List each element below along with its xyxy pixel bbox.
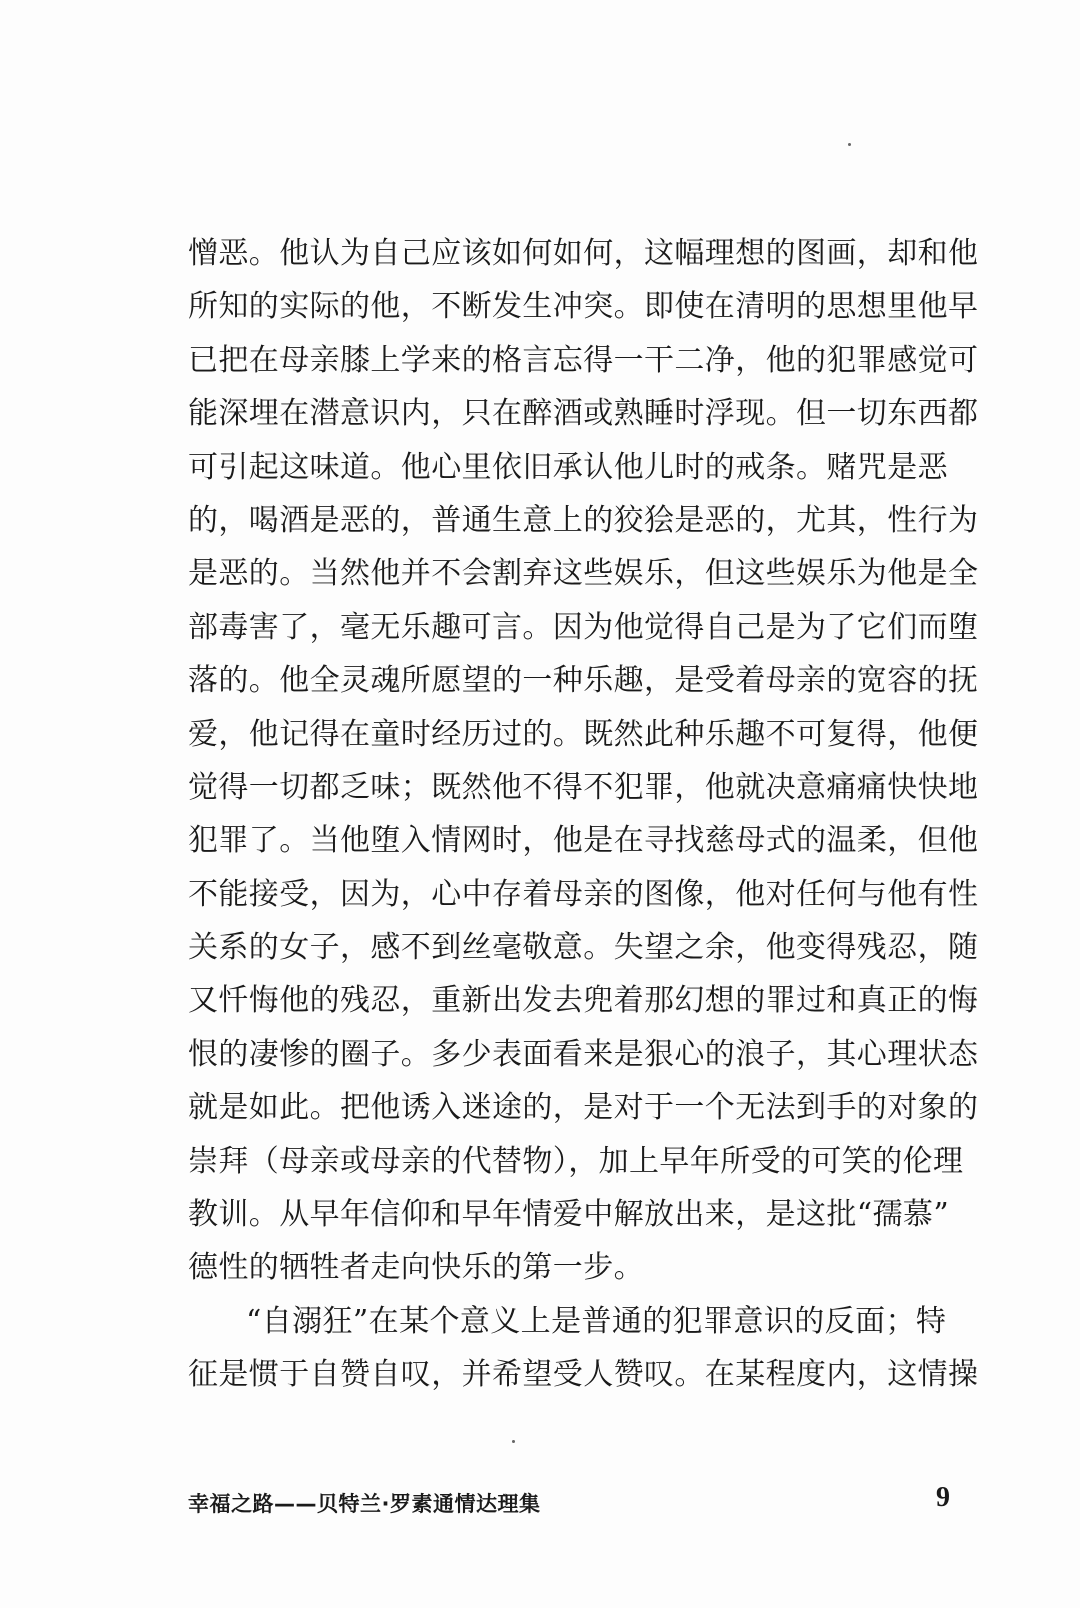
text-line: 所知的实际的他，不断发生冲突。即使在清明的思想里他早 [188, 289, 979, 325]
page-number: 9 [936, 1482, 950, 1513]
text-line: 崇拜（母亲或母亲的代替物），加上早年所受的可笑的伦理 [188, 1143, 964, 1179]
text-line: 落的。他全灵魂所愿望的一种乐趣，是受着母亲的宽容的抚 [188, 663, 979, 699]
text-line: 憎恶。他认为自己应该如何如何，这幅理想的图画，却和他 [188, 236, 979, 271]
text-line: 爱，他记得在童时经历过的。既然此种乐趣不可复得，他便 [188, 716, 979, 752]
text-line: 能深埋在潜意识内，只在醉酒或熟睡时浮现。但一切东西都 [188, 396, 979, 432]
text-line: 可引起这味道。他心里依旧承认他儿时的戒条。赌咒是恶 [188, 449, 948, 485]
text-line: 又忏悔他的残忍，重新出发去兜着那幻想的罪过和真正的悔 [188, 983, 979, 1019]
text-line: 已把在母亲膝上学来的格言忘得一干二净，他的犯罪感觉可 [188, 342, 979, 378]
running-footer-title: 幸福之路——贝特兰·罗素通情达理集 [188, 1492, 541, 1516]
text-line: 征是惯于自赞自叹，并希望受人赞叹。在某程度内，这情操 [188, 1357, 979, 1393]
text-line: 犯罪了。当他堕入情网时，他是在寻找慈母式的温柔，但他 [188, 823, 979, 859]
text-line: 是恶的。当然他并不会割弃这些娱乐，但这些娱乐为他是全 [188, 556, 979, 592]
page-footer [188, 1480, 950, 1520]
paragraph-start-line: “自溺狂”在某个意义上是普通的犯罪意识的反面；特 [246, 1303, 947, 1339]
scan-speck [512, 1440, 515, 1443]
body-text [188, 227, 979, 1402]
text-line: 教训。从早年信仰和早年情爱中解放出来，是这批“孺慕” [188, 1197, 950, 1233]
text-line: 部毒害了，毫无乐趣可言。因为他觉得自己是为了它们而堕 [188, 609, 979, 645]
text-line: 觉得一切都乏味；既然他不得不犯罪，他就决意痛痛快快地 [188, 769, 979, 805]
text-line: 的，喝酒是恶的，普通生意上的狡狯是恶的，尤其，性行为 [188, 502, 979, 538]
text-line: 关系的女子，感不到丝毫敬意。失望之余，他变得残忍，随 [188, 930, 979, 966]
text-line: 德性的牺牲者走向快乐的第一步。 [188, 1250, 644, 1286]
text-line: 就是如此。把他诱入迷途的，是对于一个无法到手的对象的 [188, 1090, 979, 1126]
text-line: 不能接受，因为，心中存着母亲的图像，他对任何与他有性 [188, 876, 979, 912]
text-line: 恨的凄惨的圈子。多少表面看来是狠心的浪子，其心理状态 [188, 1036, 979, 1072]
scan-speck [848, 143, 851, 146]
